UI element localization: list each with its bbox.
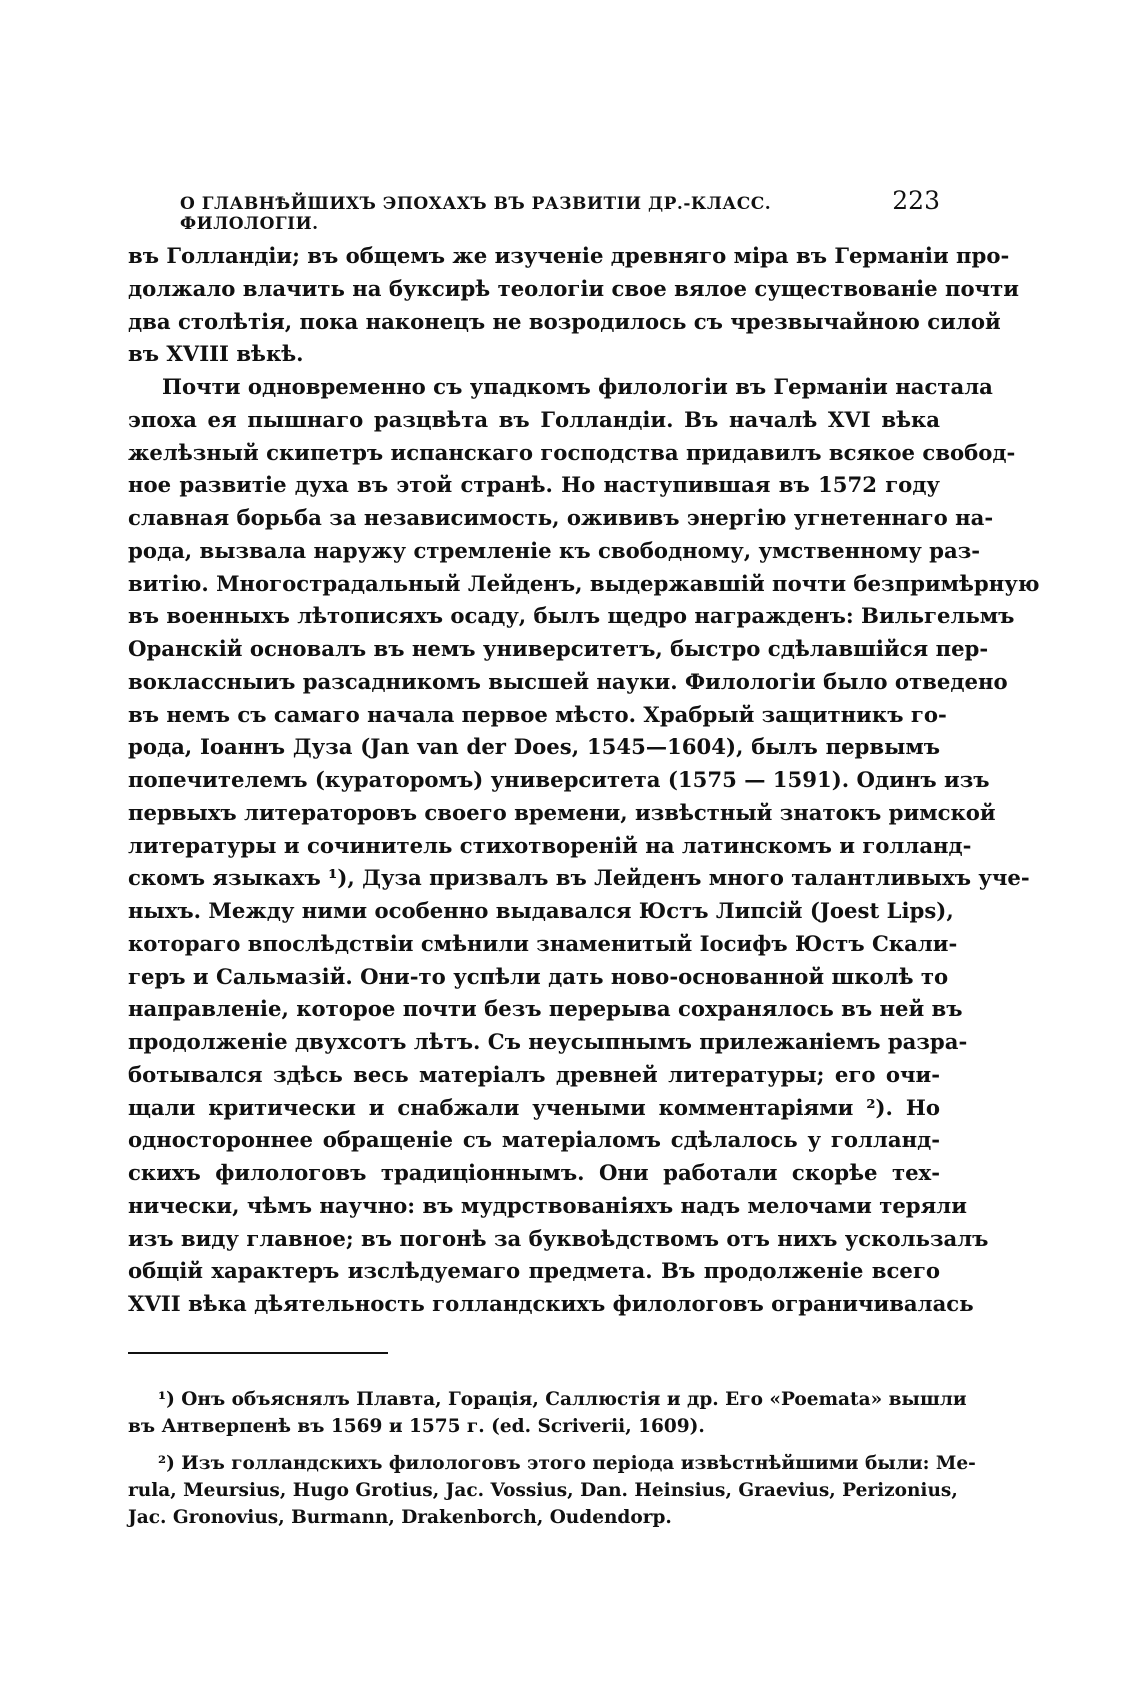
text-line: Оранскій основалъ въ немъ университетъ, быстро сдѣлавшійся пер- <box>128 636 989 661</box>
running-title: О ГЛАВНѢЙШИХЪ ЭПОХАХЪ ВЪ РАЗВИТІИ ДР.-КЛАСС. ФИЛОЛОГІИ. <box>180 194 772 234</box>
text-line: въ XVIII вѣкѣ. <box>128 341 304 367</box>
text-line: въ немъ съ самаго начала первое мѣсто. Храбрый защитникъ го- <box>128 701 947 727</box>
text-line: должало влачить на буксирѣ теологіи свое вялое существованіе почти <box>128 275 1020 301</box>
text-line: два столѣтія, пока наконецъ не возродилось съ чрезвычайною силой <box>128 308 1001 334</box>
text-line: эпоха ея пышнаго разцвѣта въ Голландіи. Въ началѣ XVI вѣка <box>128 406 940 432</box>
text-line: котораго впослѣдствіи смѣнили знаменитый Іосифъ Юстъ Скали- <box>128 930 958 956</box>
text-line: скихъ филологовъ традиціоннымъ. Они работали скорѣе тех- <box>128 1160 940 1185</box>
footnotes <box>128 1386 976 1531</box>
text-line: ныхъ. Между ними особенно выдавался Юстъ Липсій (Joest Lips), <box>128 898 954 923</box>
text-line: скомъ языкахъ ¹), Дуза призвалъ въ Лейденъ много талантливыхъ уче- <box>128 865 1030 891</box>
text-line: Почти одновременно съ упадкомъ филологіи въ Германіи настала <box>162 374 993 399</box>
text-line: общій характеръ изслѣдуемаго предмета. Въ продолженіе всего <box>128 1258 940 1284</box>
text-line: витію. Многострадальный Лейденъ, выдержавшій почти безпримѣрную <box>128 570 1040 596</box>
text-line: направленіе, которое почти безъ перерыва сохранялось въ ней въ <box>128 996 963 1022</box>
paragraph-1 <box>128 240 1020 371</box>
footnote-2 <box>128 1450 976 1531</box>
text-line: продолженіе двухсотъ лѣтъ. Съ неусыпнымъ прилежаніемъ разра- <box>128 1029 968 1054</box>
text-line: рода, вызвала наружу стремленіе къ свободному, умственному раз- <box>128 537 981 563</box>
text-line: литературы и сочинитель стихотвореній на латинскомъ и голланд- <box>128 832 972 858</box>
text-line: геръ и Сальмазій. Они-то успѣли дать ново-основанной школѣ то <box>128 963 949 989</box>
text-line: рода, Іоаннъ Дуза (Jan van der Does, 1545—1604), былъ первымъ <box>128 734 940 760</box>
text-line: нически, чѣмъ научно: въ мудрствованіяхъ надъ мелочами теряли <box>128 1192 967 1218</box>
text-line: славная борьба за независимость, ожививъ энергію угнетеннаго на- <box>128 505 994 530</box>
page-number: 223 <box>892 186 940 215</box>
text-line: желѣзный скипетръ испанскаго господства придавилъ всякое свобод- <box>128 439 1016 465</box>
text-line: одностороннее обращеніе съ матеріаломъ сдѣлалось у голланд- <box>128 1127 940 1153</box>
text-line: въ военныхъ лѣтописяхъ осаду, былъ щедро награжденъ: Вильгельмъ <box>128 603 1015 629</box>
footnote-line: въ Антверпенѣ въ 1569 и 1575 г. (ed. Scriverii, 1609). <box>128 1416 705 1437</box>
text-line: попечителемъ (кураторомъ) университета (1575 — 1591). Одинъ изъ <box>128 767 990 792</box>
main-text <box>128 240 1040 1321</box>
paragraph-2 <box>128 371 1040 1321</box>
text-line: ботывался здѣсь весь матеріалъ древней литературы; его очи- <box>128 1061 940 1087</box>
text-line: воклассныиъ разсадникомъ высшей науки. Филологіи было отведено <box>128 668 1008 694</box>
footnote-divider <box>128 1352 388 1354</box>
text-line: ное развитіе духа въ этой странѣ. Но наступившая въ 1572 году <box>128 472 940 498</box>
page-header <box>180 186 940 234</box>
footnote-line: Jac. Gronovius, Burmann, Drakenborch, Oudendorp. <box>128 1507 672 1528</box>
text-line: въ Голландіи; въ общемъ же изученіе древняго міра въ Германіи про- <box>128 243 1010 268</box>
footnote-line: rula, Meursius, Hugo Grotius, Jac. Vossius, Dan. Heinsius, Graevius, Perizonius, <box>128 1480 958 1501</box>
footnote-line: ¹) Онъ объяснялъ Плавта, Горація, Саллюстія и др. Его «Poemata» вышли <box>158 1389 967 1410</box>
text-line: первыхъ литераторовъ своего времени, извѣстный знатокъ римской <box>128 799 996 825</box>
footnote-line: ²) Изъ голландскихъ филологовъ этого періода извѣстнѣйшими были: Me- <box>158 1453 976 1474</box>
text-line: изъ виду главное; въ погонѣ за буквоѣдствомъ отъ нихъ ускользалъ <box>128 1225 989 1251</box>
text-line: XVII вѣка дѣятельность голландскихъ филологовъ ограничивалась <box>128 1291 974 1316</box>
text-line: щали критически и снабжали учеными комментаріями ²). Но <box>128 1094 940 1120</box>
footnote-1 <box>128 1386 967 1440</box>
